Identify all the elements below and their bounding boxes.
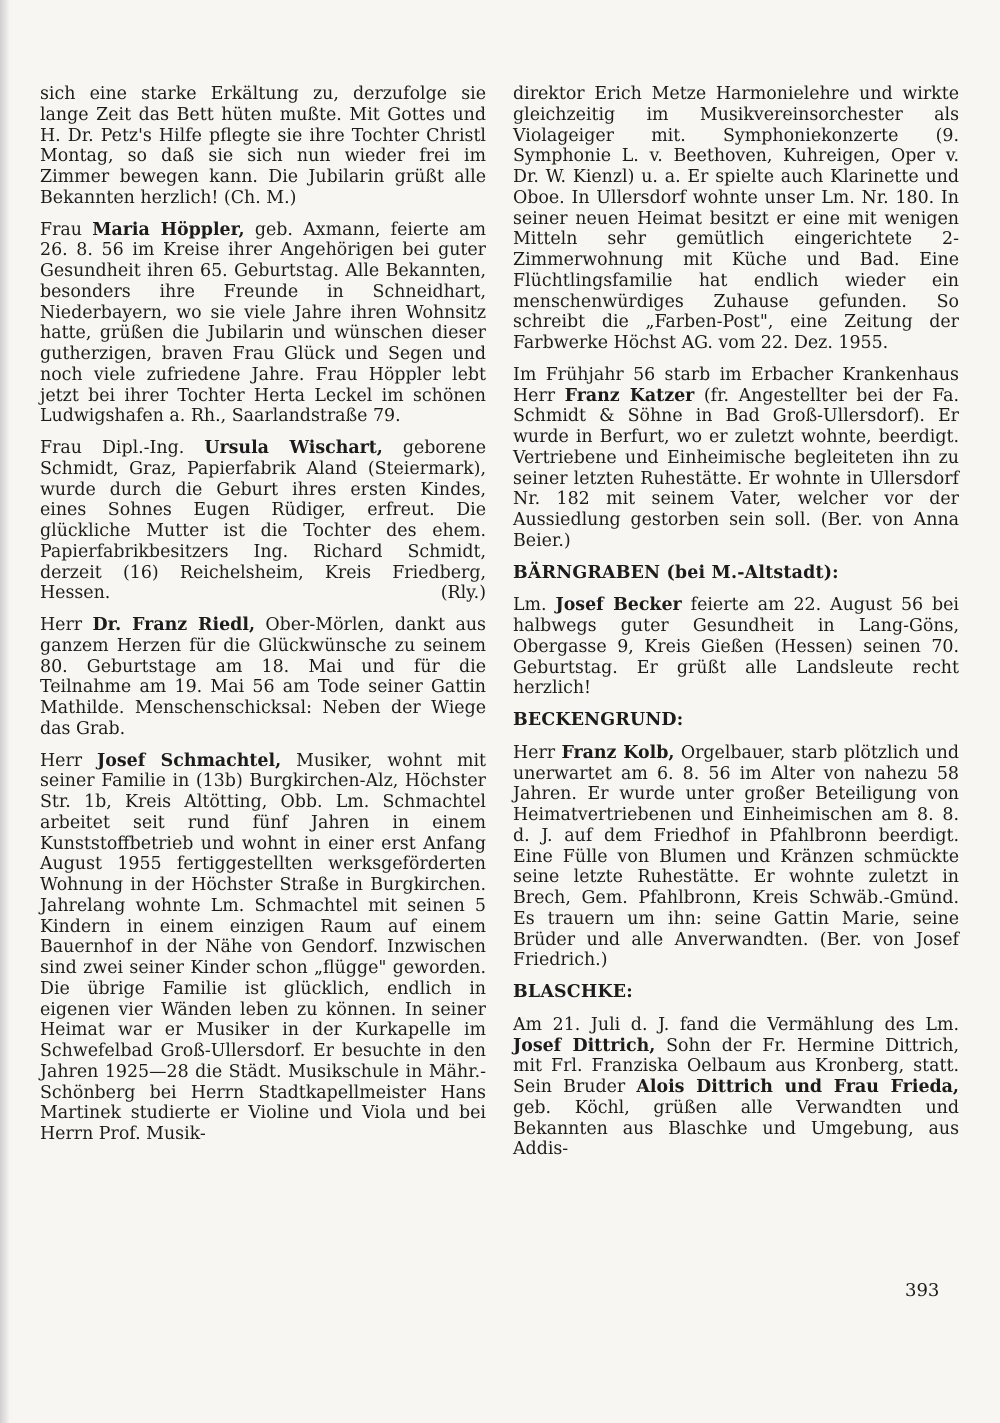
person-name: Maria Höppler, <box>92 219 245 240</box>
paragraph-maria-hoeppler: Frau Maria Höppler, geb. Axmann, feierte am 26. 8. 56 im Kreise ihrer Angehörigen bei guter Gesundheit ihren 65. Geburtstag. Alle Bekannten, besonders ihre Freunde in Schneidhart, Niederbayern, wo sie viele Jahre ihren Wohnsitz hatte, grüßen die Jubilarin und wünschen dieser gutherzigen, braven Frau Glück und Segen und noch viele zufriedene Jahre. Frau Höppler lebt jetzt bei ihrer Tochter Herta Leckel im schönen Ludwigshafen a. Rh., Saarlandstraße 79. <box>40 219 486 427</box>
person-name: Alois Dittrich und Frau Frieda, <box>636 1077 959 1097</box>
person-name: Franz Kolb, <box>561 742 675 763</box>
paragraph-josef-becker: Lm. Josef Becker feierte am 22. August 56 bei halbwegs guter Gesundheit in Lang-Göns, Obergasse 9, Kreis Gießen (Hessen) seinen 70. Geburtstag. Er grüßt alle Landsleute recht herzlich! <box>513 595 959 699</box>
author-signature: (Rly.) <box>440 583 486 604</box>
page-edge-shadow <box>0 0 10 1423</box>
page-number: 393 <box>905 1280 940 1301</box>
paragraph-franz-katzer: Im Frühjahr 56 starb im Erbacher Krankenhaus Herr Franz Katzer (fr. Angestellter bei der Fa. Schmidt & Söhne in Bad Groß-Ullersdorf). Er wurde in Berfurt, wo er zuletzt wohnte, beerdigt. Vertriebene und Einheimische begleiteten ihn zu seiner letzten Ruhestätte. Er wohnte in Ullersdorf Nr. 182 mit seinem Vater, welcher vor der Aussiedlung gestorben sein soll. (Ber. von Anna Beier.) <box>513 364 959 551</box>
paragraph-christl-montag: sich eine starke Erkältung zu, derzufolge sie lange Zeit das Bett hüten mußte. Mit Gottes und H. Dr. Petz's Hilfe pflegte sie ihre Tochter Christl Montag, so daß sie sich nun wieder frei im Zimmer bewegen kann. Die Jubilarin grüßt alle Bekannten herzlich! (Ch. M.) <box>40 84 486 208</box>
person-name: Franz Katzer <box>564 385 695 406</box>
left-column <box>40 84 486 1156</box>
section-heading-blaschke: BLASCHKE: <box>513 982 633 1002</box>
person-name: Josef Becker <box>555 595 682 616</box>
person-name: Dr. Franz Riedl, <box>92 615 255 635</box>
paragraph-josef-dittrich: Am 21. Juli d. J. fand die Vermählung des Lm. Josef Dittrich, Sohn der Fr. Hermine Dittrich, mit Frl. Franziska Oelbaum aus Kronberg, statt. Sein Bruder Alois Dittrich und Frau Frieda, geb. Köchl, grüßen alle Verwandten und Bekannten aus Blaschke und Umgebung, aus Addis- <box>513 1014 959 1160</box>
paragraph-franz-kolb: Herr Franz Kolb, Orgelbauer, starb plötzlich und unerwartet am 6. 8. 56 im Alter von nahezu 58 Jahren. Er wurde unter großer Beteiligung von Heimatvertriebenen und Einheimischen am 8. 8. d. J. auf dem Friedhof in Pfahlbronn beerdigt. Eine Fülle von Blumen und Kränzen schmückte seine letzte Ruhestätte. Er wohnte zuletzt in Brech, Gem. Pfahlbronn, Kreis Schwäb.-Gmünd. Es trauern um ihn: seine Gattin Marie, seine Brüder und alle Anverwandten. (Ber. von Josef Friedrich.) <box>513 742 959 971</box>
section-heading-baerngraben: BÄRNGRABEN (bei M.-Altstadt): <box>513 562 839 583</box>
person-name: Ursula Wischart, <box>204 438 383 458</box>
section-heading-beckengrund: BECKENGRUND: <box>513 710 684 730</box>
right-column <box>513 84 959 1171</box>
person-name: Josef Dittrich, <box>513 1035 656 1056</box>
paragraph-ursula-wischart: Frau Dipl.-Ing. Ursula Wischart, geborene Schmidt, Graz, Papierfabrik Aland (Steiermark), wurde durch die Geburt ihres ersten Kindes, eines Sohnes Eugen Rüdiger, erfreut. Die glückliche Mutter ist die Tochter des ehem. Papierfabrikbesitzers Ing. Richard Schmidt, derzeit (16) Reichelsheim, Kreis Friedberg, Hessen. (Rly.) <box>40 438 486 604</box>
paragraph-franz-riedl: Herr Dr. Franz Riedl, Ober-Mörlen, dankt aus ganzem Herzen für die Glückwünsche zu seinem 80. Geburtstage am 18. Mai und für die Teilnahme am 19. Mai 56 am Tode seiner Gattin Mathilde. Menschenschicksal: Neben der Wiege das Grab. <box>40 615 486 739</box>
paragraph-schmachtel-continued: direktor Erich Metze Harmonielehre und wirkte gleichzeitig im Musikvereinsorchester als Violageiger mit. Symphoniekonzerte (9. Symphonie L. v. Beethoven, Kuhreigen, Oper v. Dr. W. Kienzl) u. a. Er spielte auch Klarinette und Oboe. In Ullersdorf wohnte unser Lm. Nr. 180. In seiner neuen Heimat besitzt er eine mit wenigen Mitteln sehr gemütlich eingerichtete 2-Zimmerwohnung mit Küche und Bad. Eine Flüchtlingsfamilie hat endlich wieder ein menschenwürdiges Zuhause gefunden. So schreibt die „Farben-Post", eine Zeitung der Farbwerke Höchst AG. vom 22. Dez. 1955. <box>513 84 959 353</box>
person-name: Josef Schmachtel, <box>97 750 282 771</box>
paragraph-josef-schmachtel: Herr Josef Schmachtel, Musiker, wohnt mit seiner Familie in (13b) Burgkirchen-Alz, Höchster Str. 1b, Kreis Altötting, Obb. Lm. Schmachtel arbeitet seit rund fünf Jahren in einem Kunststoffbetrieb und wohnt in einer erst Anfang August 1955 fertiggestellten werksgeförderten Wohnung in der Höchster Straße in Burgkirchen. Jahrelang wohnte Lm. Schmachtel mit seinen 5 Kindern in einem einzigen Raum auf einem Bauernhof in der Nähe von Gendorf. Inzwischen sind zwei seiner Kinder schon „flügge" geworden. Die übrige Familie ist glücklich, endlich in eigenen vier Wänden leben zu können. In seiner Heimat war er Musiker in der Kurkapelle im Schwefelbad Groß-Ullersdorf. Er besuchte in den Jahren 1925—28 die Städt. Musikschule in Mähr.-Schönberg bei Herrn Stadtkapellmeister Hans Martinek studierte er Violine und Viola und bei Herrn Prof. Musik- <box>40 750 486 1144</box>
